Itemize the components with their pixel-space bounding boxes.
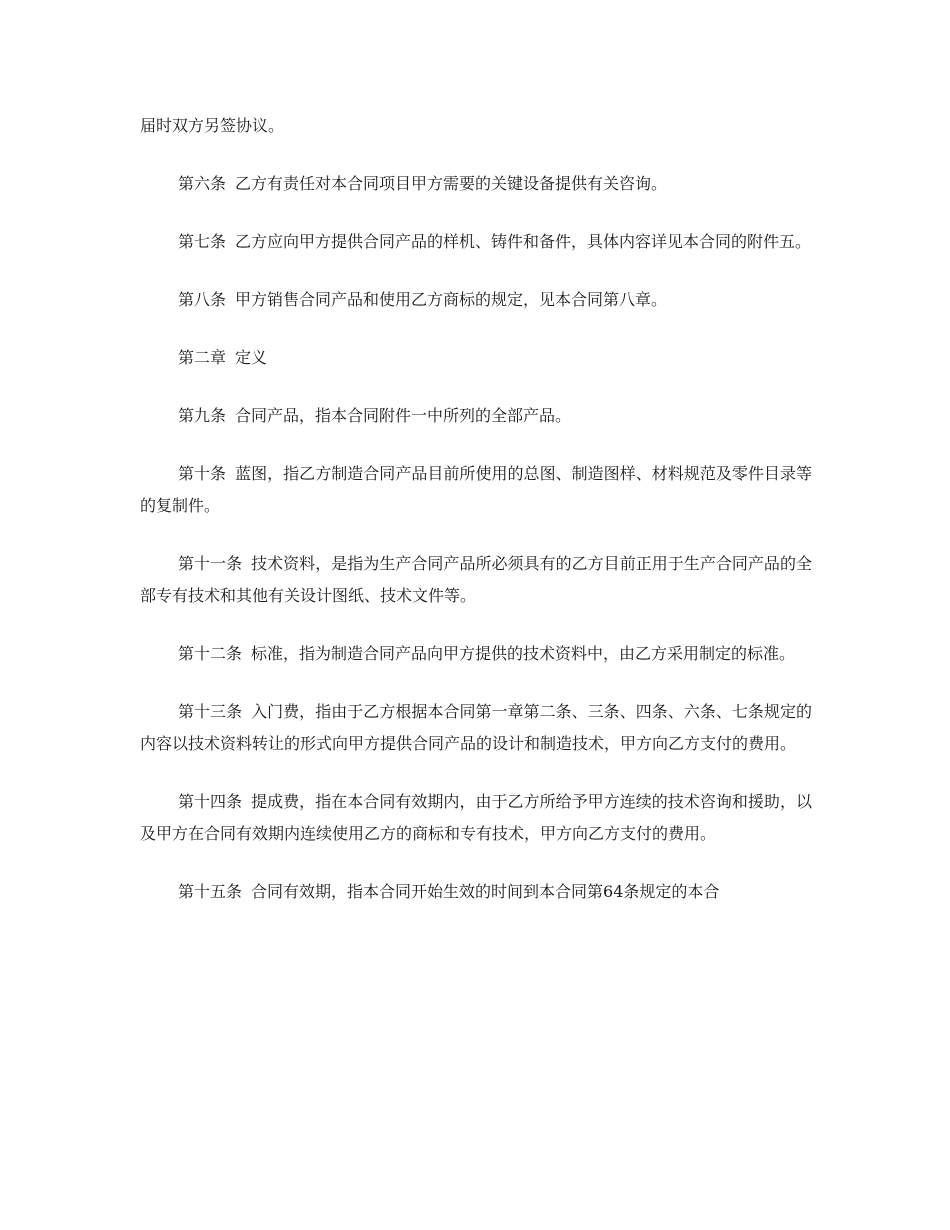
article-14 [140,786,812,850]
document-body [140,110,812,934]
article-number: 第十五条 [178,882,243,901]
article-text: 合同产品，指本合同附件一中所列的全部产品。 [235,406,572,425]
article-12 [140,638,812,670]
article-number: 第十二条 [178,644,243,663]
article-10 [140,458,812,522]
article-6 [140,168,812,200]
article-number: 第十条 [178,464,227,483]
article-number: 第十一条 [178,554,243,573]
article-number: 第七条 [178,232,227,251]
article-text: 乙方有责任对本合同项目甲方需要的关键设备提供有关咨询。 [235,174,668,193]
article-number: 第八条 [178,290,227,309]
article-number: 第九条 [178,406,227,425]
chapter-title: 定义 [235,348,268,367]
article-text: 蓝图，指乙方制造合同产品目前所使用的总图、制造图样、材料规范及零件目录等的复制件。 [140,464,812,515]
article-text: 标准，指为制造合同产品向甲方提供的技术资料中，由乙方采用制定的标准。 [251,644,796,663]
chapter-2-heading [140,342,812,374]
article-number: 第十三条 [178,702,243,721]
article-text: 提成费，指在本合同有效期内，由于乙方所给予甲方连续的技术咨询和援助，以及甲方在合同有效期内连续使用乙方的商标和专有技术，甲方向乙方支付的费用。 [140,792,812,843]
chapter-number: 第二章 [178,348,227,367]
article-7 [140,226,812,258]
article-text: 合同有效期，指本合同开始生效的时间到本合同第64条规定的本合 [251,882,720,901]
article-9 [140,400,812,432]
article-number: 第十四条 [178,792,243,811]
paragraph-continuation [140,110,812,142]
article-text: 入门费，指由于乙方根据本合同第一章第二条、三条、四条、六条、七条规定的内容以技术资料转让的形式向甲方提供合同产品的设计和制造技术，甲方向乙方支付的费用。 [140,702,812,753]
article-8 [140,284,812,316]
article-13 [140,696,812,760]
paragraph-text: 届时双方另签协议。 [140,116,285,135]
article-number: 第六条 [178,174,227,193]
article-text: 乙方应向甲方提供合同产品的样机、铸件和备件，具体内容详见本合同的附件五。 [235,232,812,251]
article-text: 甲方销售合同产品和使用乙方商标的规定，见本合同第八章。 [235,290,668,309]
article-text: 技术资料，是指为生产合同产品所必须具有的乙方目前正用于生产合同产品的全部专有技术和其他有关设计图纸、技术文件等。 [140,554,812,605]
article-11 [140,548,812,612]
article-15 [140,876,812,908]
